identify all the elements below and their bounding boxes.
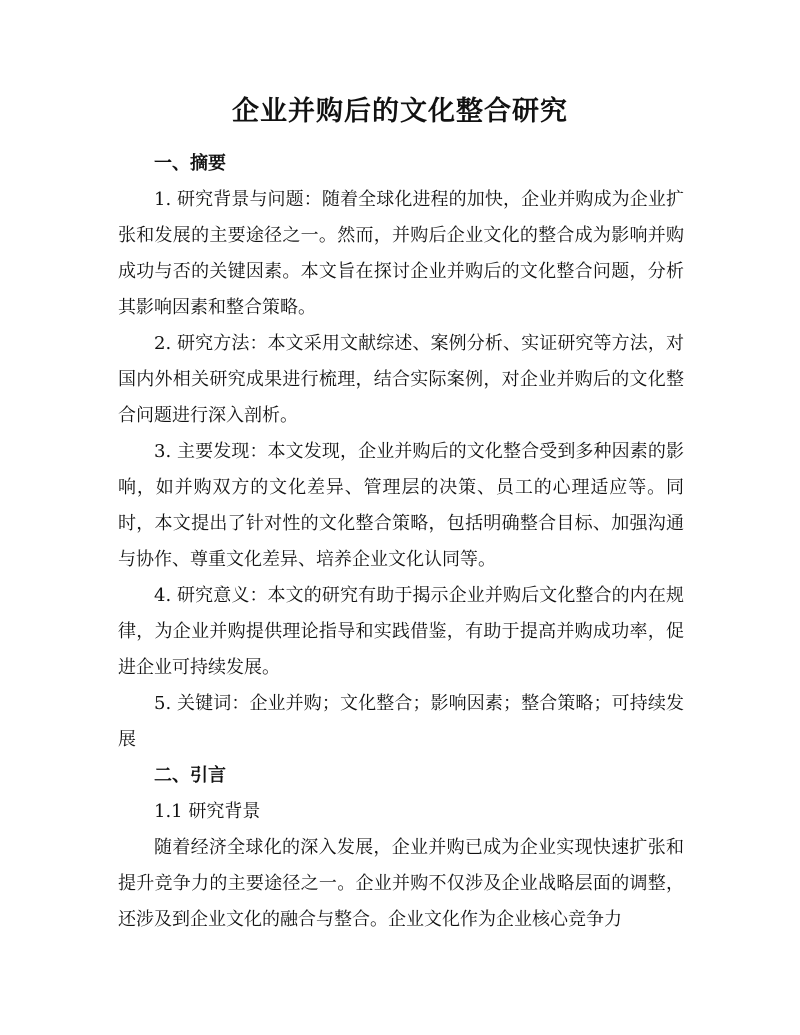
abstract-paragraph-2: 2. 研究方法：本文采用文献综述、案例分析、实证研究等方法，对国内外相关研究成果进行梳理，结合实际案例，对企业并购后的文化整合问题进行深入剖析。 [118,333,684,426]
document-body [118,146,684,938]
abstract-paragraph-3: 3. 主要发现：本文发现，企业并购后的文化整合受到多种因素的影响，如并购双方的文化差异、管理层的决策、员工的心理适应等。同时，本文提出了针对性的文化整合策略，包括明确整合目标、加强沟通与协作、尊重文化差异、培养企业文化认同等。 [118,441,684,570]
introduction-paragraph: 随着经济全球化的深入发展，企业并购已成为企业实现快速扩张和提升竞争力的主要途径之一。企业并购不仅涉及企业战略层面的调整，还涉及到企业文化的融合与整合。企业文化作为企业核心竞争力 [118,837,684,930]
introduction-heading: 二、引言 [154,765,226,786]
abstract-paragraph-1: 1. 研究背景与问题：随着全球化进程的加快，企业并购成为企业扩张和发展的主要途径之一。然而，并购后企业文化的整合成为影响并购成功与否的关键因素。本文旨在探讨企业并购后的文化整合问题，分析其影响因素和整合策略。 [118,189,684,318]
document-title: 企业并购后的文化整合研究 [232,96,568,127]
research-background-subheading: 1.1 研究背景 [154,801,261,822]
abstract-heading: 一、摘要 [154,153,226,174]
abstract-keywords: 5. 关键词：企业并购；文化整合；影响因素；整合策略；可持续发展 [118,693,684,750]
abstract-paragraph-4: 4. 研究意义：本文的研究有助于揭示企业并购后文化整合的内在规律，为企业并购提供理论指导和实践借鉴，有助于提高并购成功率，促进企业可持续发展。 [118,585,684,678]
